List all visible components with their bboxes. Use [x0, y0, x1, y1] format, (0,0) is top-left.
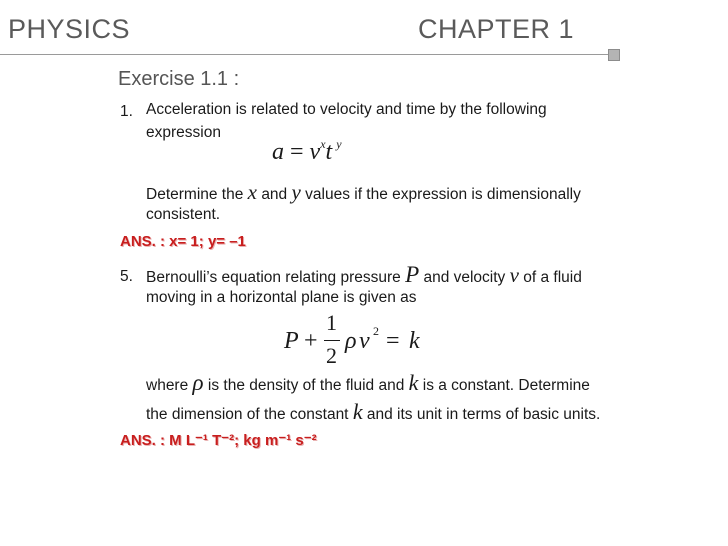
beq-numerator: 1: [326, 310, 337, 335]
question-1-number: 1.: [120, 103, 133, 120]
question-1-line-2: expression: [146, 124, 221, 141]
beq-plus: +: [304, 328, 318, 354]
eq-equals: =: [290, 139, 304, 165]
beq-v: v: [359, 328, 370, 354]
beq-P: P: [284, 328, 299, 354]
beq-equals: =: [386, 328, 400, 354]
question-1-equation: [272, 139, 342, 166]
q5-text-mid: and velocity: [423, 269, 506, 286]
eq-exponent-y: y: [336, 137, 342, 151]
question-5-line-4: [146, 399, 600, 425]
q5-P: P: [405, 262, 420, 287]
beq-fraction-bar: [324, 340, 340, 341]
question-5-line-1: [146, 262, 582, 288]
header-left-title: PHYSICS: [8, 14, 131, 44]
beq-exponent: 2: [373, 324, 379, 338]
w-text-mid: is the density of the fluid and: [207, 377, 405, 394]
question-1-line-3: [146, 180, 581, 205]
question-1-line-1: Acceleration is related to velocity and time by the following: [146, 101, 547, 118]
w-text-pre: where: [146, 377, 189, 394]
det-y: y: [291, 180, 301, 204]
det-text-post: values if the expression is dimensionally: [305, 186, 581, 203]
question-5-line-2: moving in a horizontal plane is given as: [146, 289, 417, 306]
det-x: x: [247, 180, 257, 204]
beq-rho: ρ: [345, 328, 357, 354]
d-text-pre: the dimension of the constant: [146, 406, 349, 423]
q5-v: v: [509, 263, 519, 287]
question-1-line-4: consistent.: [146, 206, 221, 223]
question-5-number: 5.: [120, 268, 133, 285]
eq-a: a: [272, 139, 284, 165]
beq-k: k: [409, 328, 420, 354]
w-rho: ρ: [192, 370, 204, 395]
eq-v: v: [309, 139, 321, 165]
question-1-answer: ANS. : x= 1; y= –1: [120, 233, 246, 250]
eq-t: t: [325, 139, 333, 165]
det-text-pre: Determine the: [146, 186, 244, 203]
d-k: k: [352, 399, 363, 424]
beq-denominator: 2: [326, 343, 337, 368]
q5-text-post: of a fluid: [523, 269, 582, 286]
question-5-answer: ANS. : M L⁻¹ T⁻²; kg m⁻¹ s⁻²: [120, 432, 317, 449]
exercise-title: Exercise 1.1 :: [118, 68, 240, 90]
d-text-post: and its unit in terms of basic units.: [366, 406, 601, 423]
header-right-title: CHAPTER 1: [418, 14, 575, 44]
question-5-line-3: [146, 370, 590, 396]
det-and: and: [261, 186, 288, 203]
header-divider: [0, 54, 612, 55]
q5-text-pre: Bernoulli’s equation relating pressure: [146, 269, 401, 286]
divider-square-marker: [608, 49, 620, 61]
w-k: k: [408, 370, 419, 395]
w-text-post: is a constant. Determine: [422, 377, 590, 394]
eq-exponent-x: x: [320, 137, 326, 151]
